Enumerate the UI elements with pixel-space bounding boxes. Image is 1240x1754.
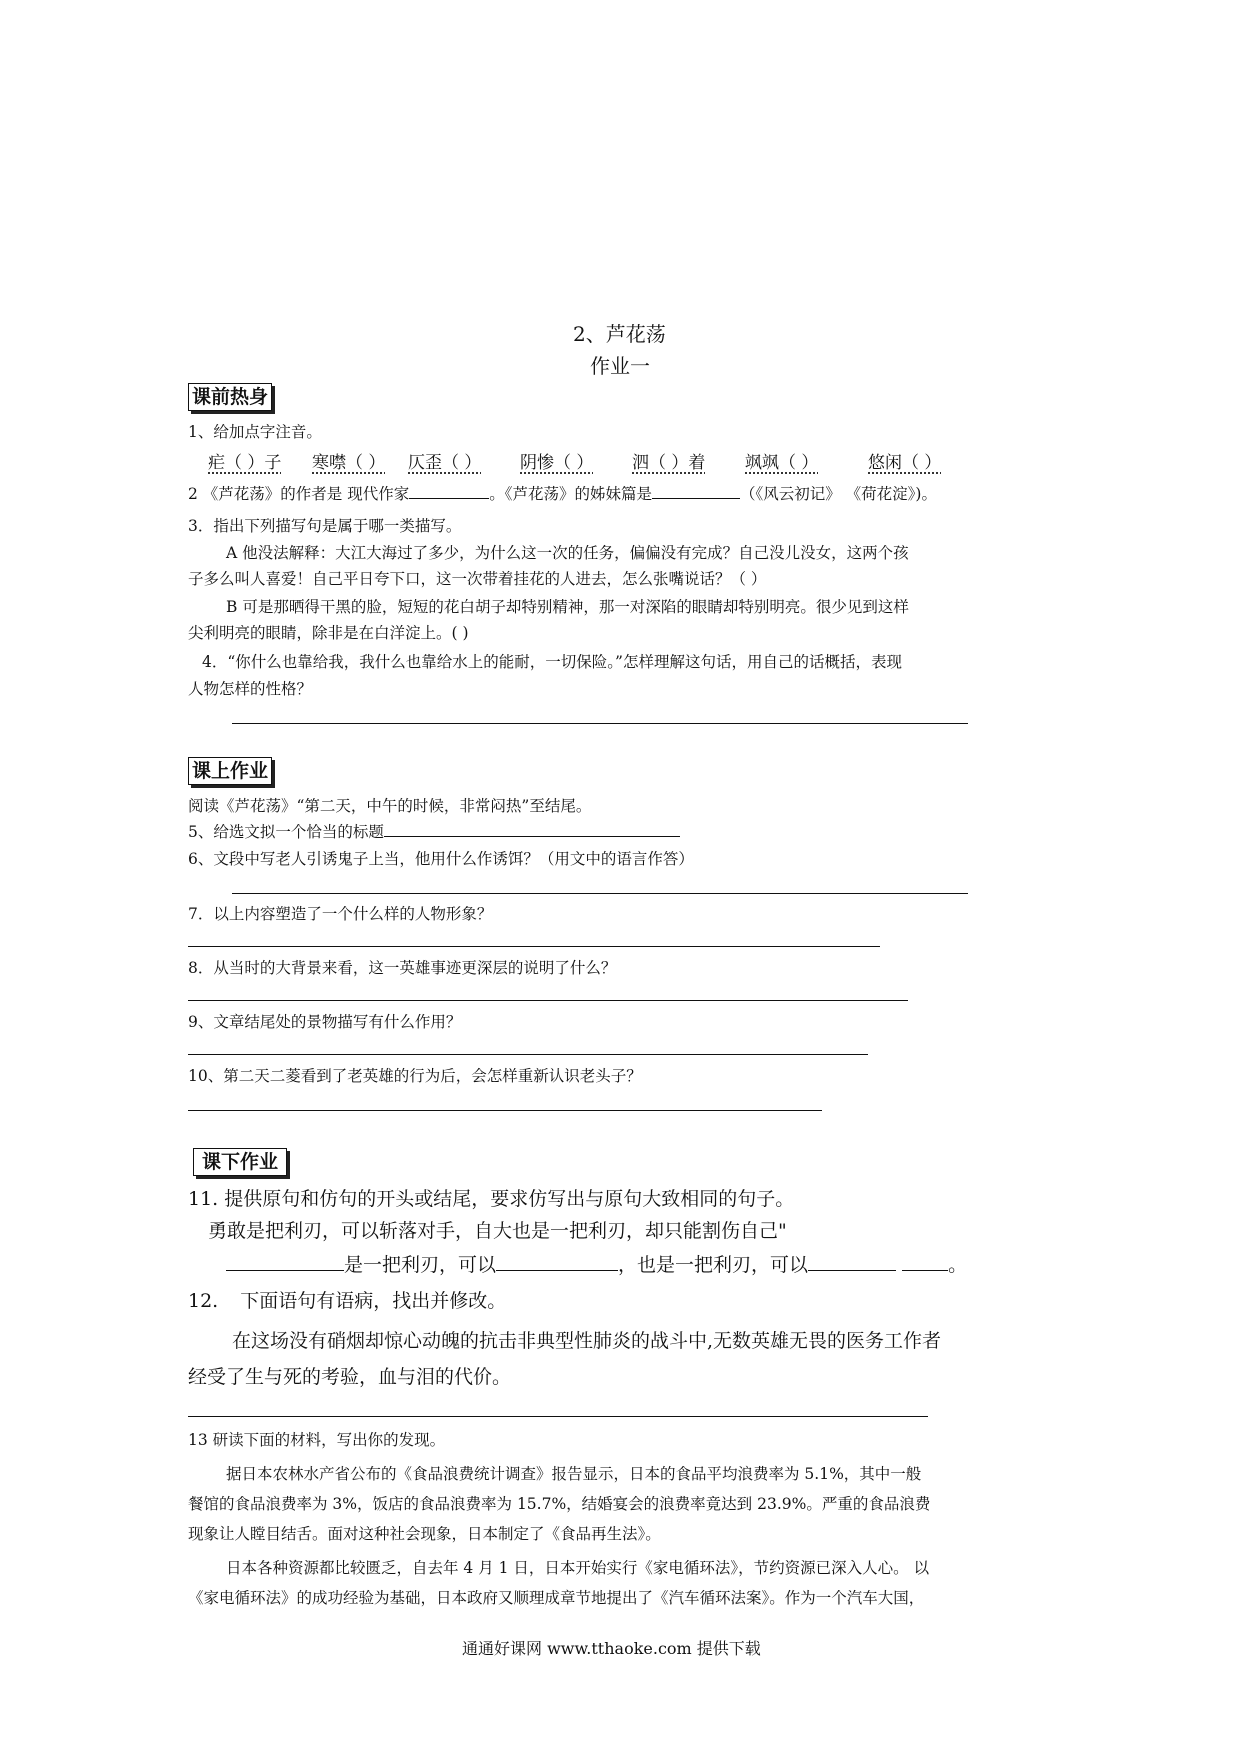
q11-blank-4[interactable]	[902, 1251, 948, 1271]
q1-item	[408, 448, 481, 473]
section-in-class: 课上作业	[188, 757, 272, 785]
q1-item-text: 仄歪（ ）	[408, 453, 482, 473]
q9-answer-line[interactable]	[188, 1054, 868, 1055]
q6-answer-line[interactable]	[232, 893, 968, 894]
q4-line1: 4．“你什么也靠给我，我什么也靠给水上的能耐，一切保险。”怎样理解这句话，用自己的话概括，表现	[202, 653, 902, 671]
q5	[188, 820, 680, 842]
q1-item	[745, 448, 818, 473]
q4-line2: 人物怎样的性格？	[188, 680, 313, 698]
q11-fill-a: 是一把利刃，可以	[344, 1254, 497, 1276]
q12	[188, 1286, 506, 1313]
q11-fill	[226, 1250, 967, 1277]
q10-answer-line[interactable]	[188, 1110, 822, 1111]
material-p1-line1: 据日本农林水产省公布的《食品浪费统计调查》报告显示，日本的食品平均浪费率为 5.1%，其中一般	[226, 1465, 922, 1483]
q1-item-text: 泗（ ）着	[632, 453, 706, 473]
q11-blank-3[interactable]	[808, 1251, 896, 1271]
q11-example: 勇敢是把利刃，可以斩落对手，自大也是一把利刃，却只能割伤自己"	[208, 1220, 787, 1242]
q11-fill-end: 。	[948, 1254, 968, 1276]
section-pre-class: 课前热身	[188, 383, 272, 411]
q3-b-line2: 尖利明亮的眼睛，除非是在白洋淀上。( )	[188, 624, 469, 642]
q2-sister-work-blank[interactable]	[652, 483, 740, 500]
q4-answer-line[interactable]	[232, 723, 968, 724]
material-p1-line3: 现象让人瞠目结舌。面对这种社会现象，日本制定了《食品再生法》。	[188, 1525, 661, 1543]
q8-answer-line[interactable]	[188, 1000, 908, 1001]
q1-item-text: 疟（ ）子	[208, 453, 282, 473]
q12-sentence-line1: 在这场没有硝烟却惊心动魄的抗击非典型性肺炎的战斗中,无数英雄无畏的医务工作者	[232, 1330, 942, 1352]
q1-item	[868, 448, 941, 473]
q2-part1: 2 《芦花荡》的作者是 现代作家	[188, 485, 410, 503]
q3-a-line2: 子多么叫人喜爱！自己平日夸下口，这一次带着挂花的人进去，怎么张嘴说话？（ ）	[188, 570, 767, 588]
q13: 13 研读下面的材料，写出你的发现。	[188, 1431, 446, 1449]
q11-blank-1[interactable]	[226, 1251, 344, 1271]
q1-item-text: 飒飒（ ）	[745, 453, 819, 473]
q12-text: 下面语句有语病，找出并修改。	[240, 1290, 507, 1312]
material-p2-line2: 《家电循环法》的成功经验为基础，日本政府又顺理成章节地提出了《汽车循环法案》。作为一个汽车大国，	[188, 1589, 925, 1607]
q10: 10、第二天二菱看到了老英雄的行为后，会怎样重新认识老头子？	[188, 1067, 642, 1085]
q6: 6、文段中写老人引诱鬼子上当，他用什么作诱饵？（用文中的语言作答）	[188, 850, 694, 868]
q3-stem: 3．指出下列描写句是属于哪一类描写。	[188, 517, 462, 535]
in-class-intro: 阅读《芦花荡》“第二天，中午的时候，非常闷热”至结尾。	[188, 797, 592, 815]
q1-item-text: 寒噤（ ）	[312, 453, 386, 473]
q3-b-line1: B 可是那晒得干黑的脸，短短的花白胡子却特别精神，那一对深陷的眼睛却特别明亮。很少见到这样	[226, 598, 909, 616]
q1-item	[208, 448, 281, 473]
homework-title: 作业一	[590, 354, 650, 378]
q12-answer-line[interactable]	[188, 1416, 928, 1417]
q11: 11. 提供原句和仿句的开头或结尾，要求仿写出与原句大致相同的句子。	[188, 1188, 795, 1210]
q5-text: 5、给选文拟一个恰当的标题	[188, 823, 384, 841]
q2-part3: （《风云初记》 《荷花淀》)。	[739, 485, 937, 503]
q2-author-blank[interactable]	[409, 483, 489, 500]
page-footer: 通通好课网 www.tthaoke.com 提供下载	[462, 1639, 761, 1658]
q2	[188, 482, 937, 504]
q1-item	[520, 448, 593, 473]
q1-stem: 1、给加点字注音。	[188, 423, 322, 441]
q1-item-text: 悠闲（ ）	[868, 453, 942, 473]
section-after-class: 课下作业	[193, 1148, 287, 1176]
q7: 7．以上内容塑造了一个什么样的人物形象？	[188, 905, 493, 923]
q9: 9、文章结尾处的景物描写有什么作用？	[188, 1013, 462, 1031]
q12-sentence-line2: 经受了生与死的考验，血与泪的代价。	[188, 1366, 512, 1388]
q1-item	[632, 448, 705, 473]
q11-blank-2[interactable]	[496, 1251, 618, 1271]
lesson-title: 2、芦花荡	[573, 322, 666, 346]
material-p2-line1: 日本各种资源都比较匮乏，自去年 4 月 1 日，日本开始实行《家电循环法》，节约资源已深入人心。 以	[226, 1559, 930, 1577]
q3-a-line1: A 他没法解释：大江大海过了多少，为什么这一次的任务，偏偏没有完成？自己没儿没女，这两个孩	[226, 544, 909, 562]
q8: 8．从当时的大背景来看，这一英雄事迹更深层的说明了什么？	[188, 959, 617, 977]
q1-item-text: 阴惨（ ）	[520, 453, 594, 473]
material-p1-line2: 餐馆的食品浪费率为 3%，饭店的食品浪费率为 15.7%，结婚宴会的浪费率竟达到 23.9%。严重的食品浪费	[188, 1495, 931, 1513]
q1-item	[312, 448, 385, 473]
q5-title-blank[interactable]	[384, 821, 680, 838]
q12-number: 12.	[188, 1290, 219, 1312]
q11-fill-b: ，也是一把利刃，可以	[618, 1254, 809, 1276]
q7-answer-line[interactable]	[188, 946, 880, 947]
q2-part2: 。《芦花荡》的姊妹篇是	[489, 485, 652, 503]
